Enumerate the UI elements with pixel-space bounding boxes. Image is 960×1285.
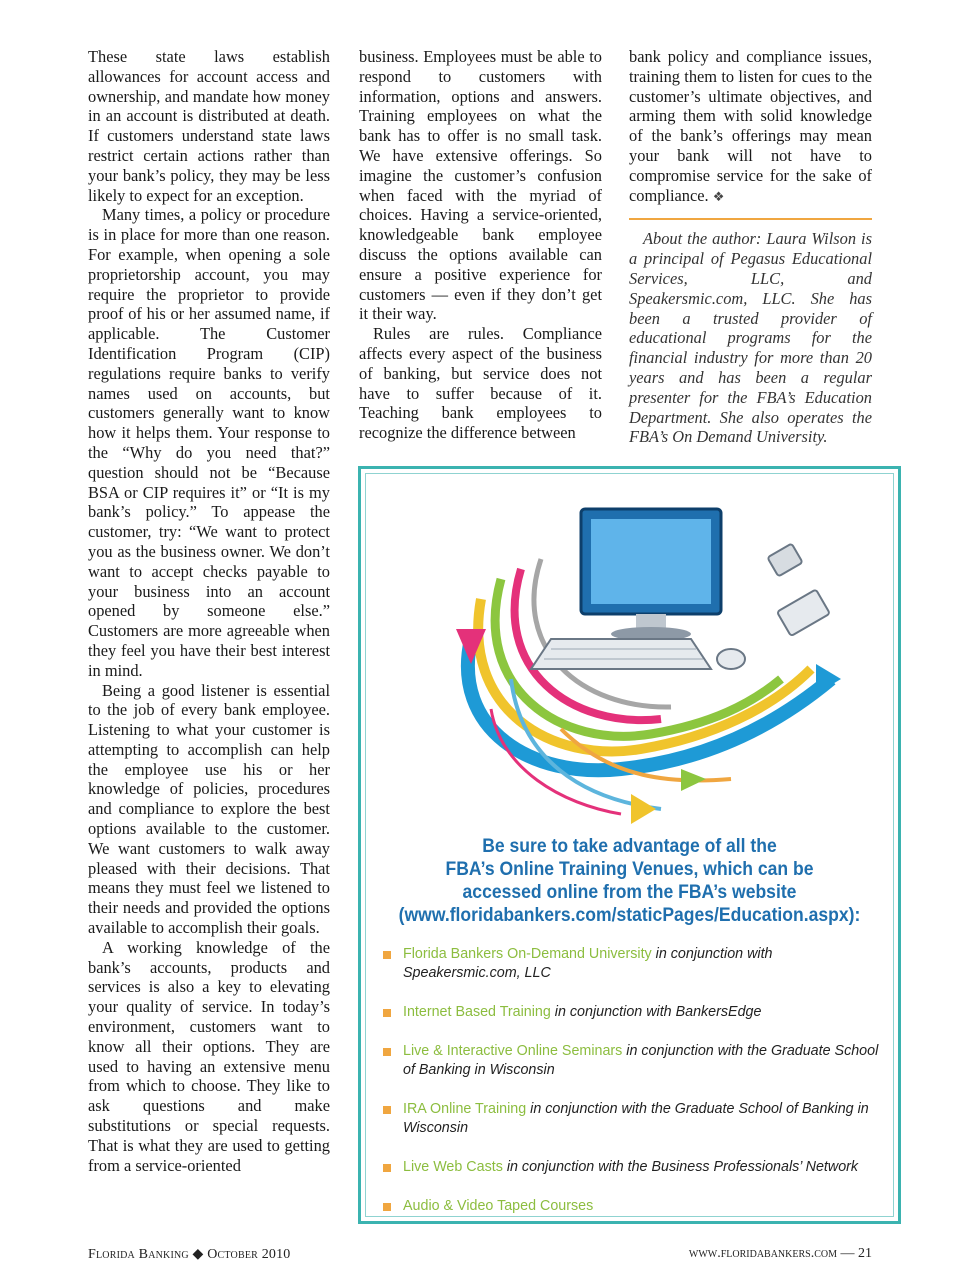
article-paragraph: Many times, a policy or procedure is in place for more than one reason. For example, when opening a sole proprietorship account, you may require the proprietor to provide proof of his or her assumed name, if applicable. The Customer Identification Program (CIP) regulations require banks to verify names used on accounts, but customers generally want to know how it helps them. Your response to the “Why do you need that?” question should not be “Because BSA or CIP requires it” or “It is my bank’s policy.” To appease the customer, try: “We want to protect you as the business owner. We don’t want to accept checks payable to your business into an account opened by someone else.” Customers are more agreeable when they feel you have their best interest in mind. — [88, 205, 330, 680]
article-paragraph: Rules are rules. Compliance affects every aspect of the business of banking, but service does not have to suffer because of it. Teaching bank employees to recognize the difference between — [359, 324, 602, 443]
article-paragraph — [629, 47, 872, 207]
training-venue-link[interactable]: Florida Bankers On-Demand University — [403, 946, 652, 962]
footer-publication — [88, 1246, 291, 1263]
article-paragraph-text: bank policy and compliance issues, training them to listen for cues to the customer’s ultimate objectives, and arming them with solid knowledge of the bank’s offerings may mean your bank will not have to compromise service for the sake of compliance. — [629, 47, 872, 205]
online-training-promo-box — [358, 466, 901, 1224]
end-of-article-icon: ❖ — [712, 189, 725, 205]
page-number: 21 — [858, 1246, 872, 1261]
training-venue-partner: in conjunction with BankersEdge — [550, 1004, 762, 1020]
square-bullet-icon — [383, 1203, 391, 1211]
list-item — [383, 1042, 883, 1080]
promo-headline-line: Be sure to take advantage of all the — [482, 835, 777, 857]
training-venue-list — [383, 945, 883, 1236]
promo-headline-line: FBA’s Online Training Venues, which can be — [445, 858, 814, 880]
training-venue-link[interactable]: Live & Interactive Online Seminars — [403, 1043, 623, 1059]
training-venue-partner: in conjunction with the Business Professionals’ Network — [502, 1159, 859, 1175]
list-item — [383, 1100, 883, 1138]
training-venue-partner: in conjunction with the Graduate School of Banking in Wisconsin — [403, 1043, 879, 1078]
website-url: www.floridabankers.com — [688, 1246, 837, 1261]
publication-name: Florida Banking — [88, 1247, 189, 1262]
training-venue-link[interactable]: Audio & Video Taped Courses — [403, 1198, 594, 1214]
training-venue-link[interactable]: IRA Online Training — [403, 1101, 527, 1117]
training-venue-link[interactable]: Internet Based Training — [403, 1004, 551, 1020]
square-bullet-icon — [383, 1106, 391, 1114]
article-paragraph: business. Employees must be able to respond to customers with information, options and answers. Training employees on what the bank has to offer is no small task. We have extensive offerings. So imagine the customer’s confusion when faced with the myriad of choices. Having a service-oriented, knowledgeable bank employee discuss the options available can ensure a positive experience for customers — even if they don’t get it their way. — [359, 47, 602, 324]
article-paragraph: Being a good listener is essential to the job of every bank employee. Listening to what your customer is attempting to accomplish can help the employee use his or her knowledge of policies, procedures and compliance to explore the best options available to the customer. We want customers to walk away pleased with their decisions. That means they must feel we listened to their needs and provided the options available to accomplish their goals. — [88, 680, 330, 938]
article-paragraph: These state laws establish allowances for account access and ownership, and mandate how money in an account is distributed at death. If customers understand state laws restrict certain actions rather than your bank’s policy, they may be less likely to expect for an exception. — [88, 47, 330, 205]
training-venue-partner: in conjunction with Speakersmic.com, LLC — [403, 946, 773, 981]
issue-date: October 2010 — [207, 1247, 291, 1262]
author-bio — [629, 229, 872, 447]
author-bio-text: About the author: Laura Wilson is a principal of Pegasus Educational Services, LLC, and Speakersmic.com, LLC. She has been a trusted provider of educational programs for the financial industry for more than 20 years and has been a regular presenter for the FBA’s Education Department. She also operates the FBA’s On Demand University. — [629, 229, 872, 447]
promo-headline-line: (www.floridabankers.com/staticPages/Education.aspx): — [398, 904, 861, 926]
list-item — [383, 1158, 883, 1177]
computer-with-usb-cables-illustration — [411, 479, 851, 829]
footer-website — [689, 1246, 872, 1262]
square-bullet-icon — [383, 951, 391, 959]
list-item — [383, 1197, 883, 1216]
square-bullet-icon — [383, 1048, 391, 1056]
training-venue-link[interactable]: Live Web Casts — [403, 1159, 503, 1175]
promo-headline — [371, 835, 888, 927]
square-bullet-icon — [383, 1009, 391, 1017]
training-venue-partner: in conjunction with the Graduate School of Banking in Wisconsin — [403, 1101, 869, 1136]
square-bullet-icon — [383, 1164, 391, 1172]
promo-headline-line: accessed online from the FBA’s website — [462, 881, 797, 903]
diamond-separator-icon: ◆ — [192, 1247, 204, 1262]
article-column-1 — [88, 47, 330, 1175]
list-item — [383, 1003, 883, 1022]
list-item — [383, 945, 883, 983]
article-column-3 — [629, 47, 872, 447]
section-divider — [629, 218, 872, 220]
footer-dash: — — [840, 1246, 855, 1261]
article-column-2 — [359, 47, 602, 443]
article-paragraph: A working knowledge of the bank’s accounts, products and services is also a key to elevating your quality of service. In today’s environment, customers want to know all their options. They are used to having an extensive menu from which to choose. They like to ask questions and make substitutions or special requests. That is what they are used to getting from a service-oriented — [88, 937, 330, 1175]
